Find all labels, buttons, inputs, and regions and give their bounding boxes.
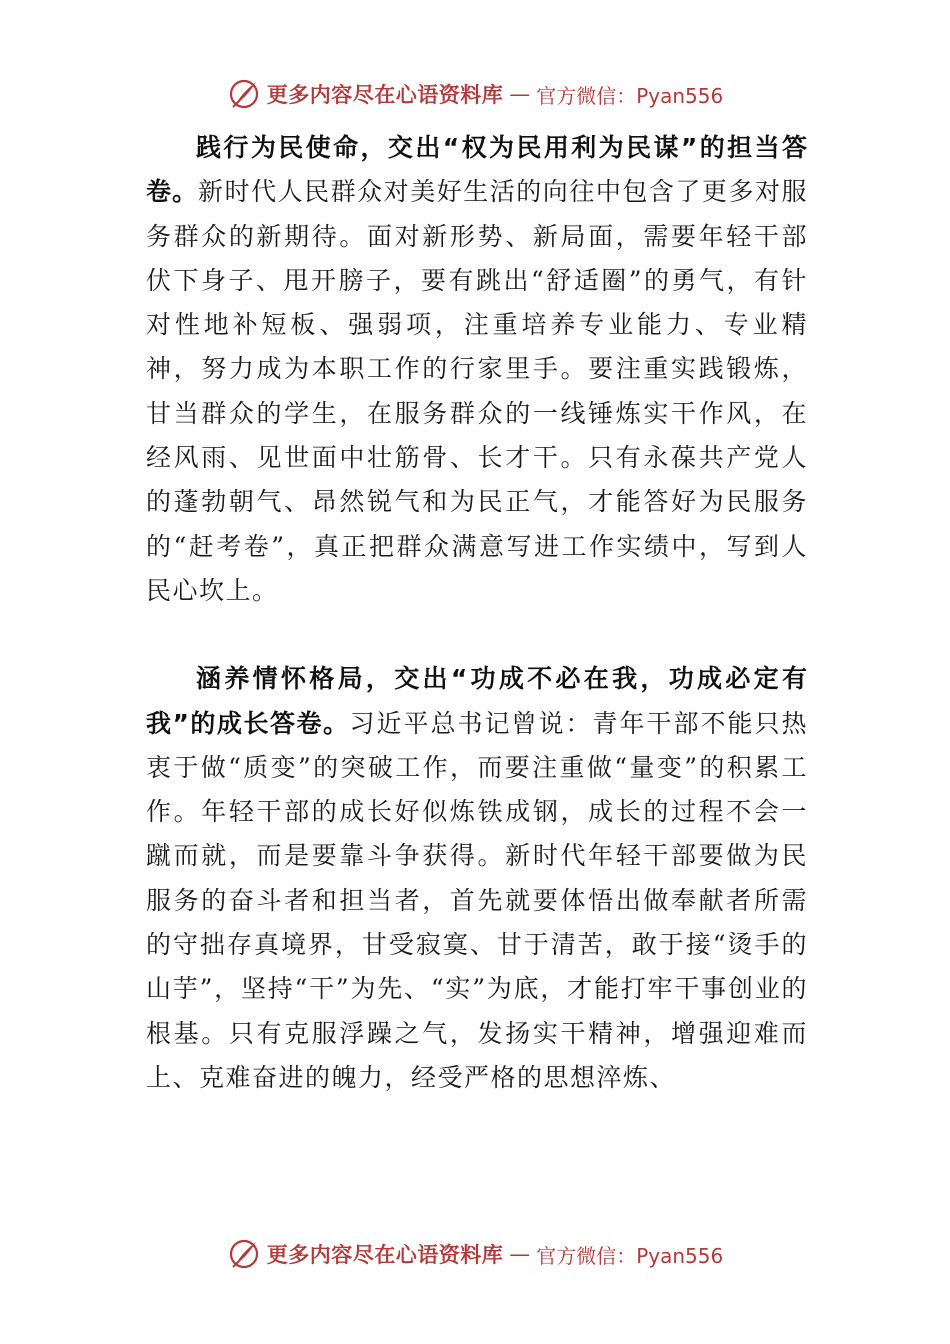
paragraph-2-lead: 涵养情怀格局，交出“功成不必在我，功成必定有我”的成长答卷。 [146, 664, 808, 738]
watermark-suffix: 官方微信：Pyan556 [536, 83, 724, 108]
watermark-text: 更多内容尽在心语资料库 [266, 1242, 504, 1267]
paragraph-2-body: 习近平总书记曾说：青年干部不能只热衷于做“质变”的突破工作，而要注重做“量变”的积累工作。年轻干部的成长好似炼铁成钢，成长的过程不会一蹴而就，而是要靠斗争获得。新时代年轻干部要做为民服务的奋斗者和担当者，首先就要体悟出做奉献者所需的守拙存真境界，甘受寂寞、甘于清苦，敢于接“烫手的山芋”，坚持“干”为先、“实”为底，才能打牢干事创业的根基。只有克服浮躁之气，发扬实干精神，增强迎难而上、克难奋进的魄力，经受严格的思想淬炼、 [146, 708, 808, 1092]
footer-watermark [0, 1234, 950, 1274]
paragraph-1 [146, 126, 808, 613]
header-watermark [0, 74, 950, 114]
article-body [146, 126, 808, 1100]
watermark-separator: — [509, 82, 531, 106]
watermark-suffix: 官方微信：Pyan556 [536, 1243, 724, 1268]
quill-logo-icon [227, 1237, 261, 1271]
paragraph-1-body: 新时代人民群众对美好生活的向往中包含了更多对服务群众的新期待。面对新形势、新局面，需要年轻干部伏下身子、甩开膀子，要有跳出“舒适圈”的勇气，有针对性地补短板、强弱项，注重培养专业能力、专业精神，努力成为本职工作的行家里手。要注重实践锻炼，甘当群众的学生，在服务群众的一线锤炼实干作风，在经风雨、见世面中壮筋骨、长才干。只有永葆共产党人的蓬勃朝气、昂然锐气和为民正气，才能答好为民服务的“赶考卷”，真正把群众满意写进工作实绩中，写到人民心坎上。 [146, 177, 808, 605]
watermark-text: 更多内容尽在心语资料库 [266, 82, 504, 107]
paragraph-2 [146, 657, 808, 1100]
paragraph-1-lead: 践行为民使命，交出“权为民用利为民谋”的担当答卷。 [146, 133, 808, 207]
watermark-separator: — [509, 1242, 531, 1266]
quill-logo-icon [227, 77, 261, 111]
